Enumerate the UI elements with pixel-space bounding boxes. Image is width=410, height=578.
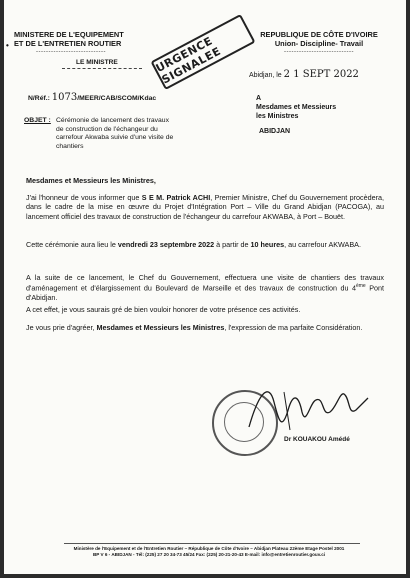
subject-label: OBJET : <box>24 117 51 124</box>
paragraph-4: A cet effet, je vous saurais gré de bien vouloir honorer de votre présence ces activités. <box>26 305 301 314</box>
letter-page <box>4 0 406 574</box>
date-prefix: Abidjan, le <box>249 72 282 79</box>
subject-text: Cérémonie de lancement des travaux de construction de l'échangeur du carrefour Akwaba suivie d'une visite de chantiers <box>56 117 174 150</box>
ministry-line-2: ET DE L'ENTRETIEN ROUTIER <box>14 39 122 48</box>
p3-superscript: ème <box>355 283 366 290</box>
p3-text-a: A la suite de ce lancement, le Chef du Gouvernement, effectuera une visite de chantiers des travaux d'aménagement et d'élargissement du Boulevard de Marseille et des travaux de construction du 4 <box>26 273 384 293</box>
footer-line-2: BP V 6 - ABIDJAN - Tél: (225) 27 20 34-73 45/24 Fax: (225) 20-21-20-43 E-mail: info@entretienroutier.gouv.ci <box>92 552 326 557</box>
reference-prefix: N/Réf.: <box>28 95 50 102</box>
ministry-line-1: MINISTERE DE L'EQUIPEMENT <box>14 30 124 39</box>
national-motto: Union- Discipline- Travail <box>274 39 364 48</box>
footer-divider <box>64 543 360 544</box>
ministry-header <box>6 30 164 57</box>
country-name: REPUBLIQUE DE CÔTE D'IVOIRE <box>260 30 378 39</box>
minister-title: LE MINISTRE <box>76 59 118 66</box>
salutation: Mesdames et Messieurs les Ministres, <box>26 176 156 185</box>
republic-divider: ---------------------------- <box>284 49 354 55</box>
p5-text-b: , l'expression de ma parfaite Considération. <box>224 323 363 332</box>
recipient-a: A <box>256 95 262 102</box>
signatory-name: Dr KOUAKOU Amédé <box>284 436 350 443</box>
p2-text-a: Cette cérémonie aura lieu le <box>26 240 118 249</box>
reference-number: 1073 <box>51 92 78 103</box>
bullet-mark: • <box>6 41 9 50</box>
handwritten-signature <box>244 372 374 442</box>
republic-header <box>244 30 394 57</box>
p5-addressee: Mesdames et Messieurs les Ministres <box>96 323 225 332</box>
minister-divider <box>62 68 142 69</box>
p1-text-a: J'ai l'honneur de vous informer que <box>26 193 142 202</box>
recipient-block <box>256 94 336 136</box>
paragraph-3 <box>26 273 384 303</box>
p2-text-c: , au carrefour AKWABA. <box>284 240 361 249</box>
p5-text-a: Je vous prie d'agréer, <box>26 323 97 332</box>
recipient-line-2: les Ministres <box>256 113 299 120</box>
date-line <box>249 69 359 80</box>
recipient-line-1: Mesdames et Messieurs <box>256 104 337 111</box>
subject-block <box>24 117 174 150</box>
paragraph-2 <box>26 240 384 249</box>
recipient-city: ABIDJAN <box>259 128 291 135</box>
footer <box>54 546 364 558</box>
reference-line <box>28 92 156 103</box>
paragraph-1 <box>26 193 384 221</box>
p1-prime-minister: S E M. Patrick ACHI <box>141 193 211 202</box>
handwritten-date: 2 1 SEPT 2022 <box>283 69 359 80</box>
ministry-divider: ---------------------------- <box>36 49 106 55</box>
p3-text-b: Pont d'Abidjan. <box>26 283 384 303</box>
footer-line-1: Ministère de l'Equipement et de l'Entretien Routier – République de Côte d'Ivoire – Abidjan Plateau 22ème Etage Postel 2001 <box>73 546 345 551</box>
p2-date: vendredi 23 septembre 2022 <box>117 240 215 249</box>
reference-suffix: /MEER/CAB/SCOM/Kdac <box>77 95 157 102</box>
urgent-stamp: URGENCE SIGNALEE <box>150 14 255 90</box>
p2-text-b: à partir de <box>214 240 251 249</box>
p2-time: 10 heures <box>250 240 285 249</box>
paragraph-5 <box>26 323 384 332</box>
p1-text-b: , Premier Ministre, Chef du Gouvernement procèdera, dans le cadre de la mise en œuvre du Projet d'Intégration Port – Ville du Grand Abidjan (PACOGA), au lancement officiel des travaux de construction de l'échangeur du carrefour AKWABA, à Port – Bouët. <box>26 193 384 221</box>
